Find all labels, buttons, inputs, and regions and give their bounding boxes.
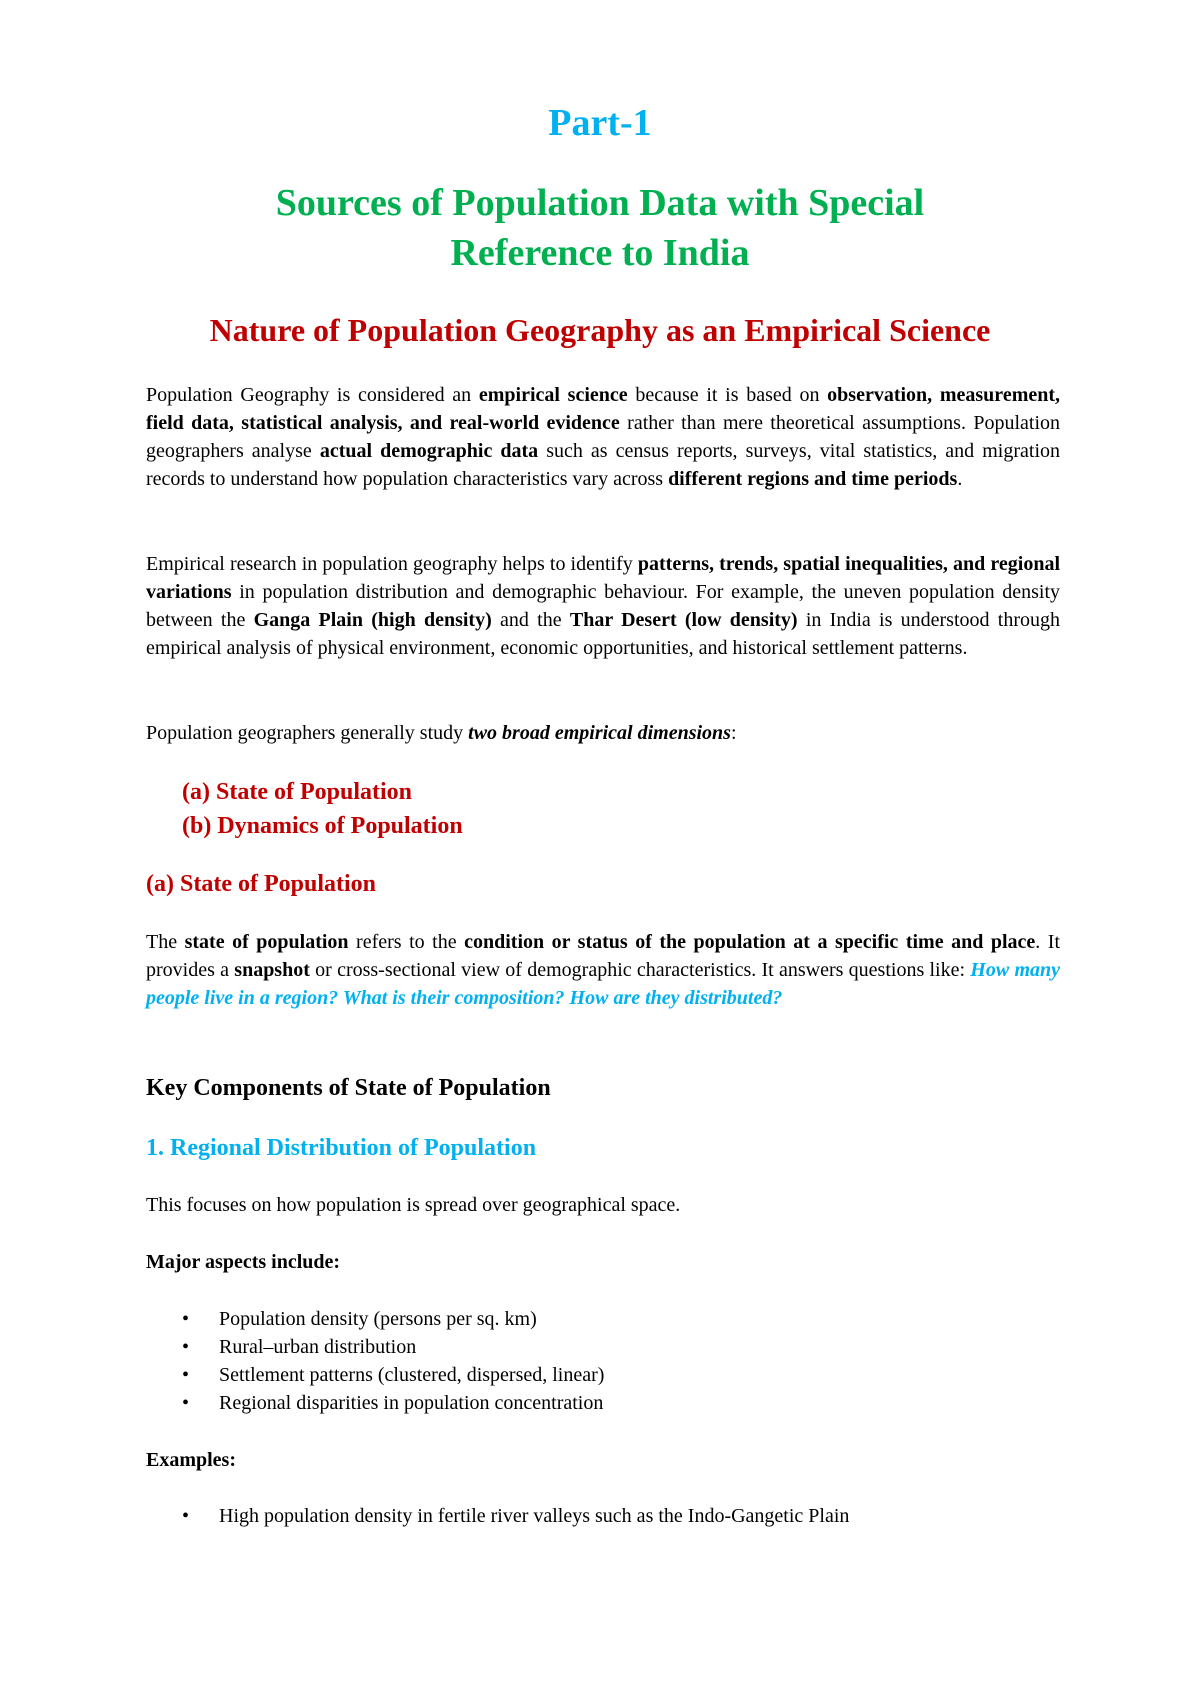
text: rather than mere theoretical assumptions. Population geographers analyse xyxy=(146,412,1060,462)
list-item xyxy=(146,1361,604,1389)
bold-text: Thar Desert (low density) xyxy=(569,609,798,631)
bold-text: actual demographic data xyxy=(319,440,539,462)
bold-text: observation, measurement, field data, statistical analysis, and real-world evidence xyxy=(146,384,1061,434)
examples-label: Examples: xyxy=(146,1449,236,1471)
bullet-icon: • xyxy=(182,1392,190,1414)
text: and the xyxy=(491,609,570,631)
text: or cross-sectional view of demographic characteristics. It answers questions like: xyxy=(309,959,971,981)
text: such as census reports, surveys, vital statistics, and migration records to understand how population characteristics vary across xyxy=(146,440,1060,490)
text: . xyxy=(957,468,963,490)
regional-description: This focuses on how population is spread over geographical space. xyxy=(146,1194,681,1216)
questions-text: How many people live in a region? What is their composition? How are they distributed? xyxy=(146,959,1061,1009)
major-aspects-label: Major aspects include: xyxy=(146,1251,341,1273)
list-item-text: High population density in fertile river valleys such as the Indo-Gangetic Plain xyxy=(219,1505,850,1527)
paragraph-two-dimensions xyxy=(146,719,1060,747)
text: : xyxy=(730,722,737,744)
list-item xyxy=(146,1333,604,1361)
list-item xyxy=(146,1389,604,1417)
dimension-state: (a) State of Population xyxy=(182,779,412,805)
text: The xyxy=(146,931,185,953)
list-item-text: Settlement patterns (clustered, dispersed, linear) xyxy=(219,1364,605,1386)
list-item-text: Regional disparities in population concentration xyxy=(219,1392,604,1414)
text: in population distribution and demographic behaviour. For example, the uneven population density between the xyxy=(146,581,1060,631)
bold-text: empirical science xyxy=(478,384,628,406)
text: Population Geography is considered an xyxy=(146,384,479,406)
bold-text: patterns, trends, spatial inequalities, and regional variations xyxy=(146,553,1060,603)
regional-distribution-heading: 1. Regional Distribution of Population xyxy=(146,1135,537,1161)
bullet-icon: • xyxy=(182,1364,190,1386)
main-title xyxy=(0,178,1200,278)
text: Empirical research in population geography helps to identify xyxy=(146,553,638,575)
paragraph-empirical-research xyxy=(146,550,1060,662)
text: in India is understood through empirical analysis of physical environment, economic opportunities, and historical settlement patterns. xyxy=(146,609,1060,659)
text: refers to the xyxy=(348,931,465,953)
major-aspects-list xyxy=(146,1305,604,1417)
paragraph-empirical-science xyxy=(146,381,1060,493)
bold-text: state of population xyxy=(184,931,349,953)
text: Population geographers generally study xyxy=(146,722,469,744)
bullet-icon: • xyxy=(182,1505,190,1527)
bold-text: condition or status of the population at a specific time and place xyxy=(464,931,1036,953)
state-of-population-heading: (a) State of Population xyxy=(146,871,376,897)
list-item-text: Rural–urban distribution xyxy=(219,1336,417,1358)
list-item xyxy=(146,1305,604,1333)
text: . It provides a xyxy=(146,931,1061,981)
bullet-icon: • xyxy=(182,1336,190,1358)
list-item xyxy=(146,1502,849,1530)
bold-italic-text: two broad empirical dimensions xyxy=(468,722,731,744)
bullet-icon: • xyxy=(182,1308,190,1330)
text: because it is based on xyxy=(627,384,828,406)
nature-heading: Nature of Population Geography as an Empirical Science xyxy=(209,312,991,348)
part-title: Part-1 xyxy=(548,102,652,144)
main-title-line1: Sources of Population Data with Special xyxy=(275,182,925,224)
bold-text: Ganga Plain (high density) xyxy=(253,609,492,631)
dimension-dynamics: (b) Dynamics of Population xyxy=(182,813,463,839)
list-item-text: Population density (persons per sq. km) xyxy=(219,1308,537,1330)
main-title-line2: Reference to India xyxy=(450,232,750,274)
examples-list xyxy=(146,1502,849,1530)
key-components-heading: Key Components of State of Population xyxy=(146,1075,551,1101)
bold-text: different regions and time periods xyxy=(668,468,958,490)
bold-text: snapshot xyxy=(234,959,310,981)
paragraph-state-definition xyxy=(146,928,1060,1012)
